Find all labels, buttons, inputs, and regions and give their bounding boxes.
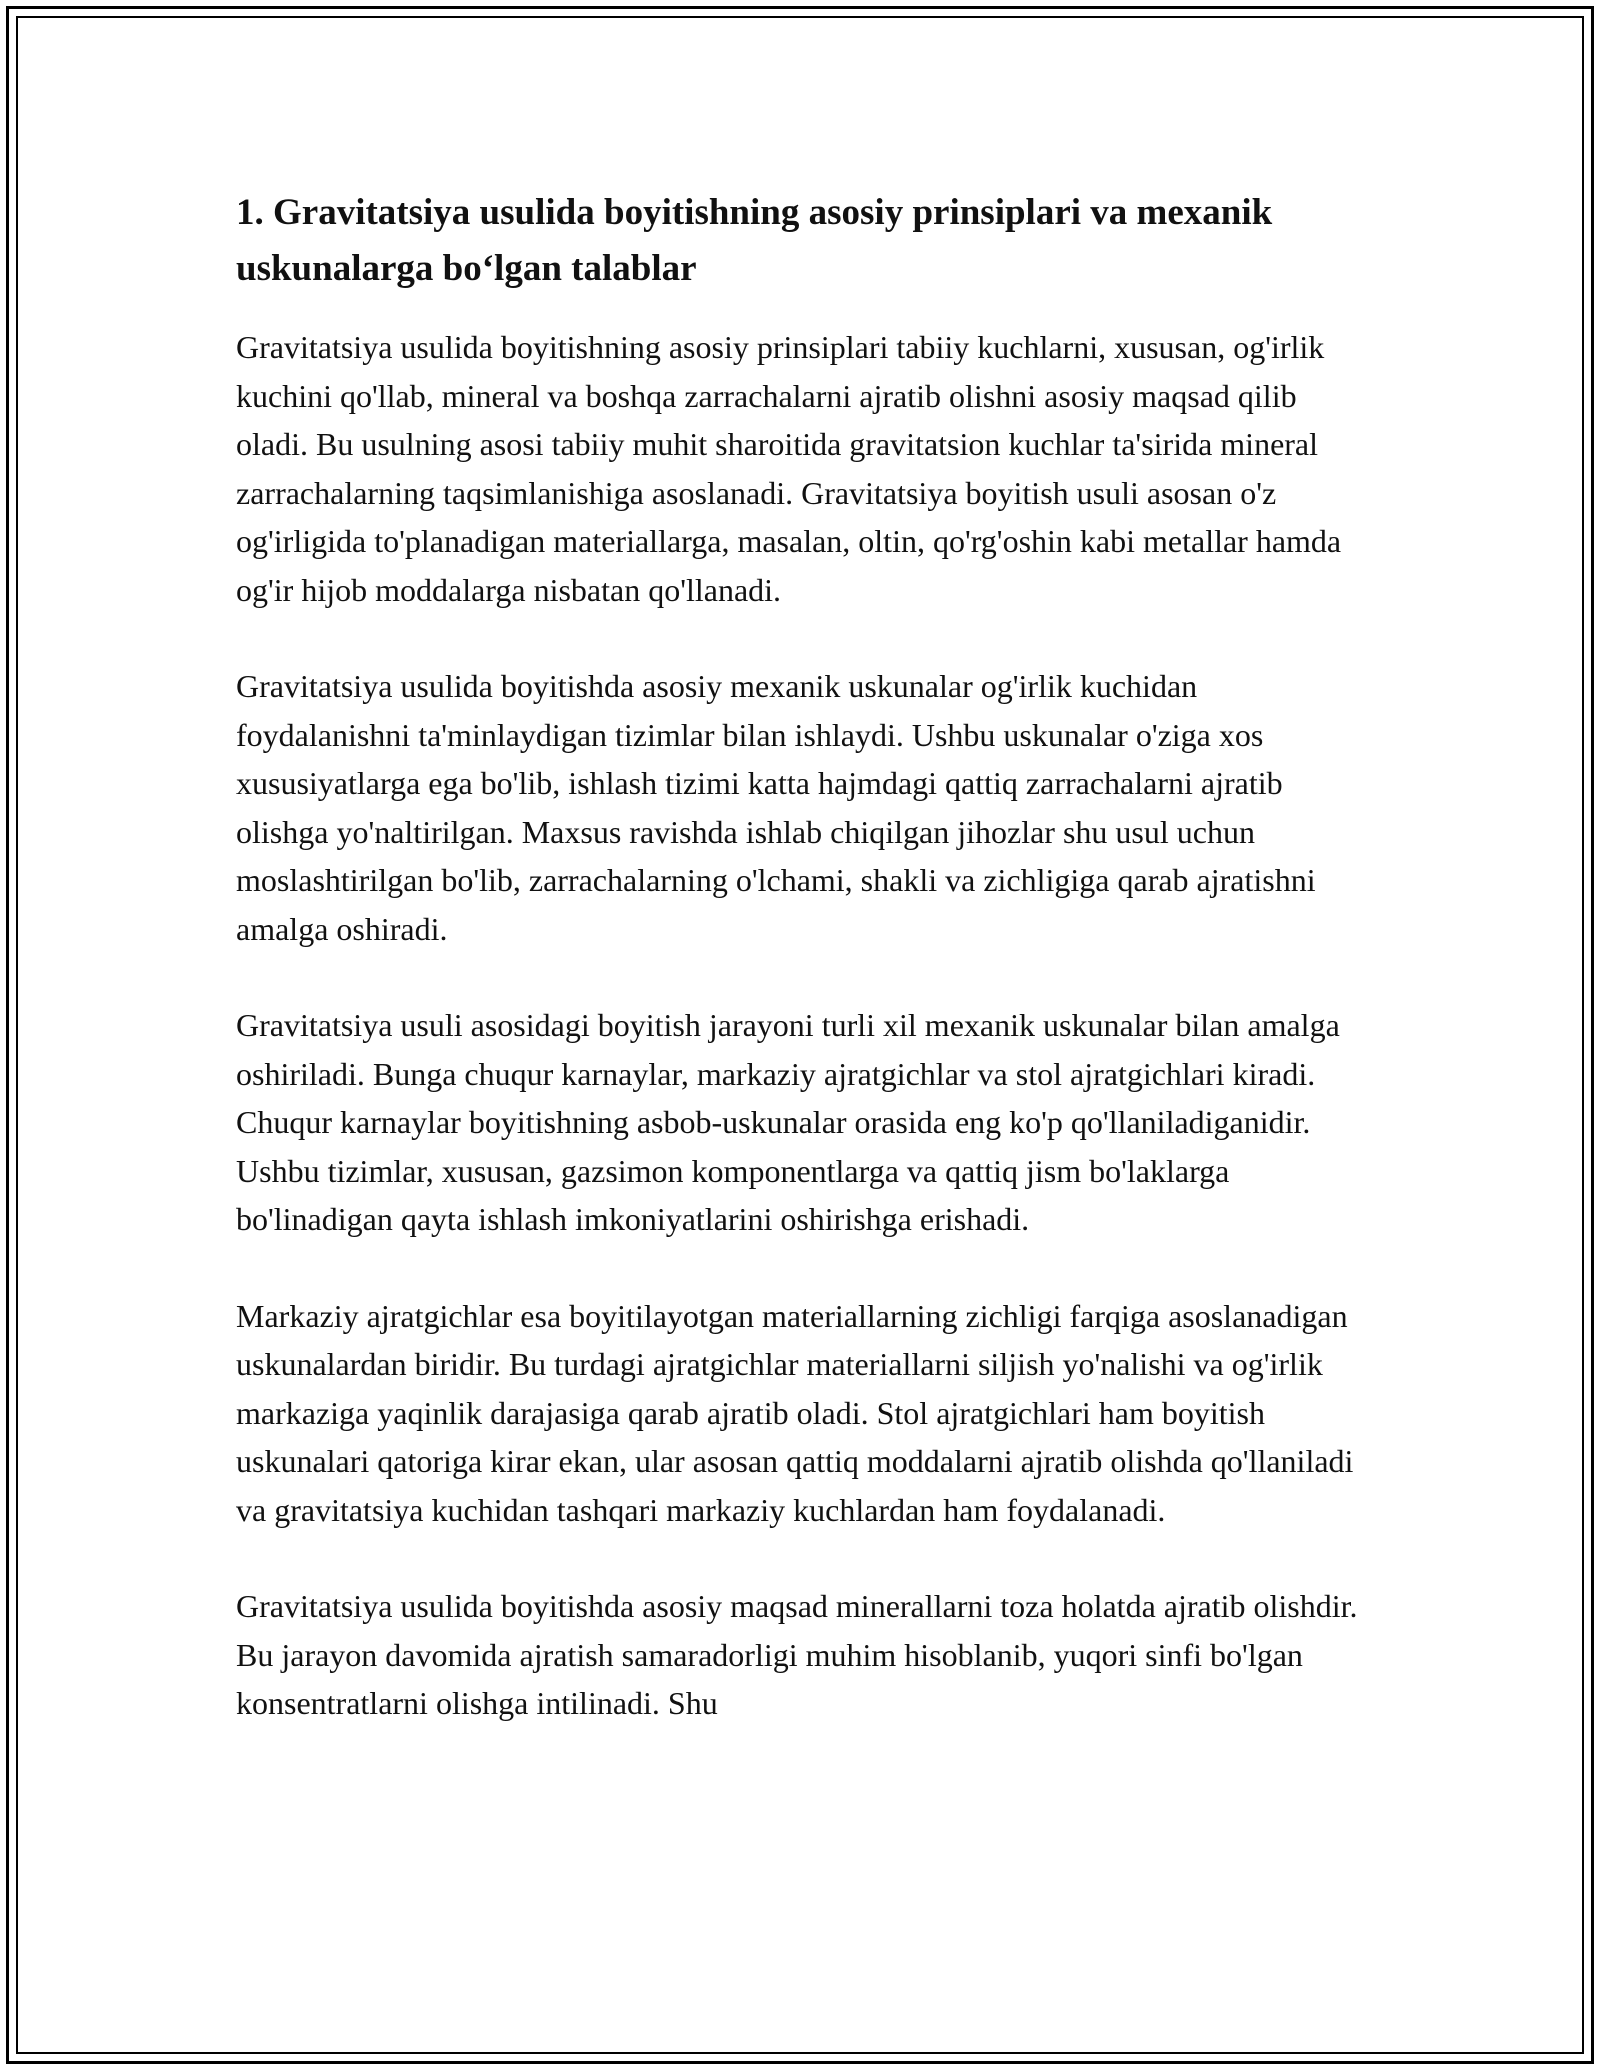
paragraph-1: Gravitatsiya usulida boyitishning asosiy prinsiplari tabiiy kuchlarni, xususan, og'irlik kuchini qo'llab, mineral va boshqa zarrachalarni ajratib olishni asosiy maqsad qilib oladi. Bu usulning asosi tabiiy muhit sharoitida gravitatsion kuchlar ta'sirida mineral zarrachalarning taqsimlanishiga asoslanadi. Gravitatsiya boyitish usuli asosan o'z og'irligida to'planadigan materiallarga, masalan, oltin, qo'rg'oshin kabi metallar hamda og'ir hijob moddalarga nisbatan qo'llanadi. xyxy=(236,329,1342,608)
paragraph-5: Gravitatsiya usulida boyitishda asosiy maqsad minerallarni toza holatda ajratib olishdir. Bu jarayon davomida ajratish samaradorligi muhim hisoblanib, yuqori sinfi bo'lgan konsentratlarni olishga intilinadi. Shu xyxy=(236,1588,1358,1721)
paragraph-4: Markaziy ajratgichlar esa boyitilayotgan materiallarning zichligi farqiga asoslanadigan uskunalardan biridir. Bu turdagi ajratgichlar materiallarni siljish yo'nalishi va og'irlik markaziga yaqinlik darajasiga qarab ajratib oladi. Stol ajratgichlari ham boyitish uskunalari qatoriga kirar ekan, ular asosan qattiq moddalarni ajratib olishda qo'llaniladi va gravitatsiya kuchidan tashqari markaziy kuchlardan ham foydalanadi. xyxy=(236,1297,1354,1528)
document-body xyxy=(236,185,1376,1776)
paragraph-3: Gravitatsiya usuli asosidagi boyitish jarayoni turli xil mexanik uskunalar bilan amalga oshiriladi. Bunga chuqur karnaylar, markaziy ajratgichlar va stol ajratgichlari kiradi. Chuqur karnaylar boyitishning asbob-uskunalar orasida eng ko'p qo'llaniladiganidir. Ushbu tizimlar, xususan, gazsimon komponentlarga va qattiq jism bo'laklarga bo'linadigan qayta ishlash imkoniyatlarini oshirishga erishadi. xyxy=(236,1007,1340,1237)
paragraph-2: Gravitatsiya usulida boyitishda asosiy mexanik uskunalar og'irlik kuchidan foydalanishni ta'minlaydigan tizimlar bilan ishlaydi. Ushbu uskunalar o'ziga xos xususiyatlarga ega bo'lib, ishlash tizimi katta hajmdagi qattiq zarrachalarni ajratib olishga yo'naltirilgan. Maxsus ravishda ishlab chiqilgan jihozlar shu usul uchun moslashtirilgan bo'lib, zarrachalarning o'lchami, shakli va zichligiga qarab ajratishni amalga oshiradi. xyxy=(236,668,1316,947)
section-heading: 1. Gravitatsiya usulida boyitishning asosiy prinsiplari va mexanik uskunalarga bo‘lgan talablar xyxy=(236,192,1273,289)
